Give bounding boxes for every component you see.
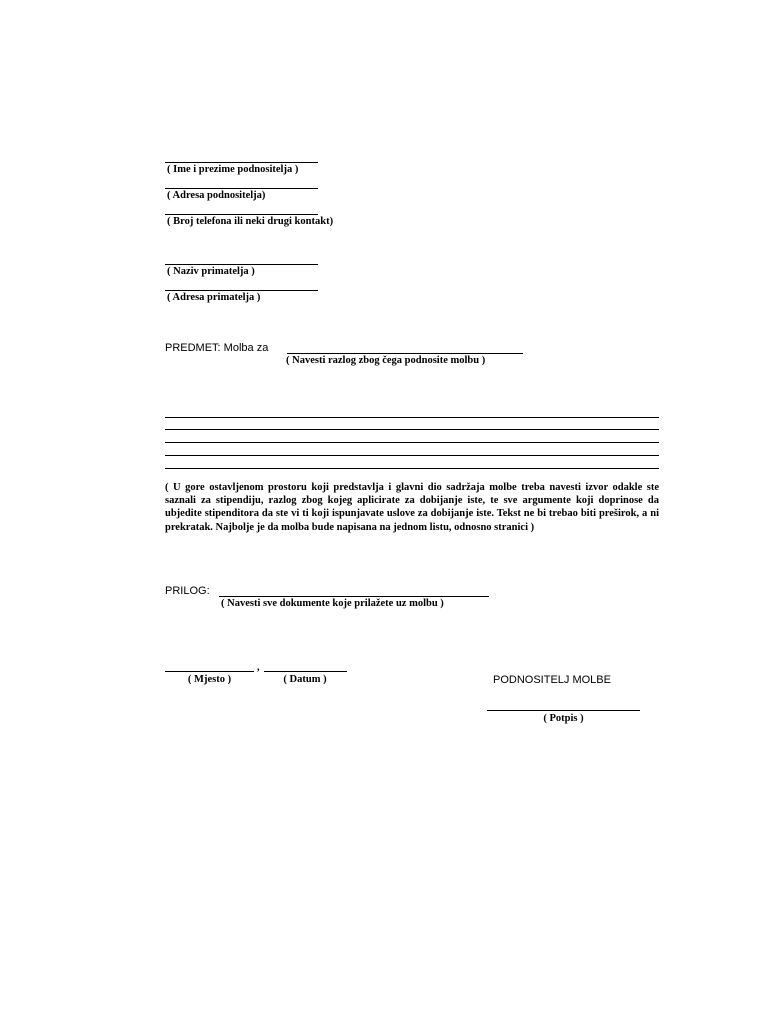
recipient-address-label: ( Adresa primatelja ) [167,292,261,303]
subject-line [287,353,523,354]
sender-phone-label: ( Broj telefona ili neki drugi kontakt) [167,216,334,227]
body-line [165,442,659,443]
recipient-name-line [165,264,318,265]
body-line [165,468,659,469]
sender-address-label: ( Adresa podnositelja) [167,190,266,201]
signature-line [487,710,640,711]
body-line [165,417,659,418]
body-line [165,455,659,456]
sender-name-line [165,162,318,163]
place-line [165,671,254,672]
date-label: ( Datum ) [283,674,327,685]
sender-phone-line [165,214,318,215]
subject-hint: ( Navesti razlog zbog čega podnosite molbu ) [286,355,486,366]
date-line [264,671,347,672]
body-instructions: ( U gore ostavljenom prostoru koji predstavlja i glavni dio sadržaja molbe treba navesti izvor odakle ste saznali za stipendiju, razlog zbog kojeg aplicirate za dobijanje iste, te sve argumente koji doprinose da ubjedite stipenditora da ste vi ti koji ispunjavate uslove za dobijanje iste. Tekst ne bi trebao biti preširok, a ni prekratak. Najbolje je da molba bude napisana na jednom listu, odnosno stranici ) [165,482,659,533]
place-label: ( Mjesto ) [187,674,232,685]
applicant-heading: PODNOSITELJ MOLBE [493,674,611,686]
signature-label: ( Potpis ) [543,713,584,724]
sender-name-label: ( Ime i prezime podnositelja ) [167,164,299,175]
body-line [165,429,659,430]
recipient-name-label: ( Naziv primatelja ) [167,266,255,277]
attachment-prefix: PRILOG: [165,585,210,597]
sender-address-line [165,188,318,189]
recipient-address-line [165,290,318,291]
place-date-separator: , [257,662,260,673]
subject-prefix: PREDMET: Molba za [165,342,269,354]
attachment-line [219,596,489,597]
attachment-hint: ( Navesti sve dokumente koje prilažete uz molbu ) [221,598,444,609]
